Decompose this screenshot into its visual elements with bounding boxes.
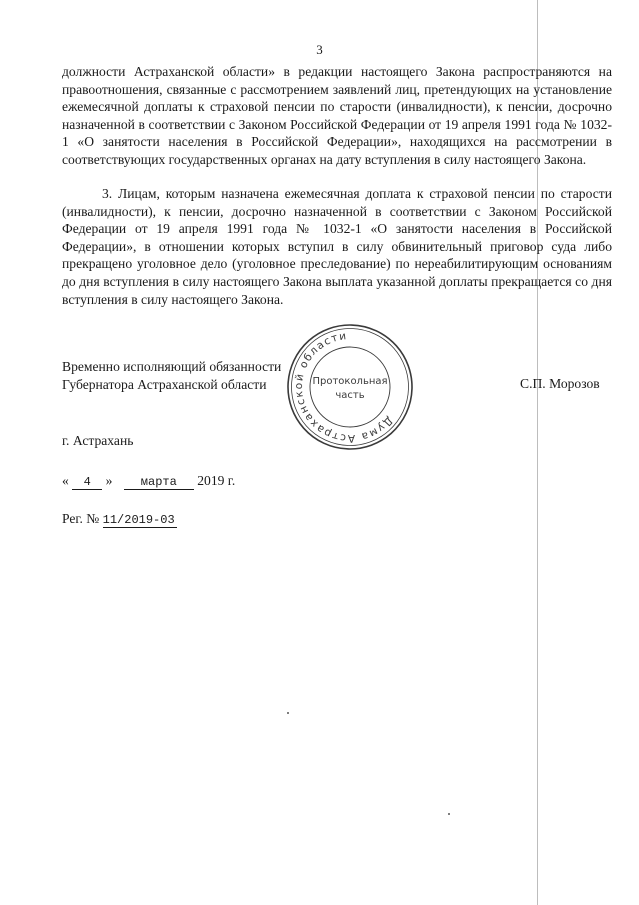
stamp-center-line-1: Протокольная [312,376,388,387]
registration-value: 11/2019-03 [102,513,175,527]
date-month: марта [124,475,194,490]
date-year: 2019 г. [197,473,236,488]
date-day: 4 [72,475,102,490]
signing-date [62,473,235,490]
paragraph-item-3: 3. Лицам, которым назначена ежемесячная доплата к страховой пенсии по старости (инвалидности), к пенсии, досрочно назначенной в соответствии с Законом Российской Федерации от 19 апреля 1991 года № 1032-1 «О занятости населения в Российской Федерации», в отношении которых вступил в силу обвинительный приговор суда либо прекращено уголовное дело (уголовное преследование) по нереабилитирующим основаниям до дня вступления в силу настоящего Закона выплата указанной доплаты прекращается со дня вступления в силу настоящего Закона. [62,186,612,307]
scan-speck [448,813,450,815]
signer-name: С.П. Морозов [520,376,600,391]
city-label: г. Астрахань [62,433,134,448]
signer-position-line-1: Временно исполняющий обязанности [62,359,282,374]
page-number: 3 [316,42,323,57]
official-stamp [285,322,415,452]
registration-number [62,511,177,528]
signer-position-line-2: Губернатора Астраханской области [62,376,267,392]
scan-speck [287,712,289,714]
signer-position [62,358,281,393]
stamp-center-line-2: часть [335,390,365,401]
date-close-quote: » [105,473,113,488]
paragraph-continuation: должности Астраханской области» в редакции настоящего Закона распространяются на правоотношения, связанные с рассмотрением заявлений лиц, претендующих на установление ежемесячной доплаты к страховой пенсии по старости (инвалидности), к пенсии, досрочно назначенной в соответствии с Законом Российской Федерации от 19 апреля 1991 года № 1032-1 «О занятости населения в Российской Федерации», находящихся на рассмотрении в соответствующих государственных органах на дату вступления в силу настоящего Закона. [62,64,612,167]
registration-label: Рег. № [62,511,100,526]
date-open-quote: « [62,473,69,488]
stamp-ring-text: Дума Астраханской области [292,329,396,445]
